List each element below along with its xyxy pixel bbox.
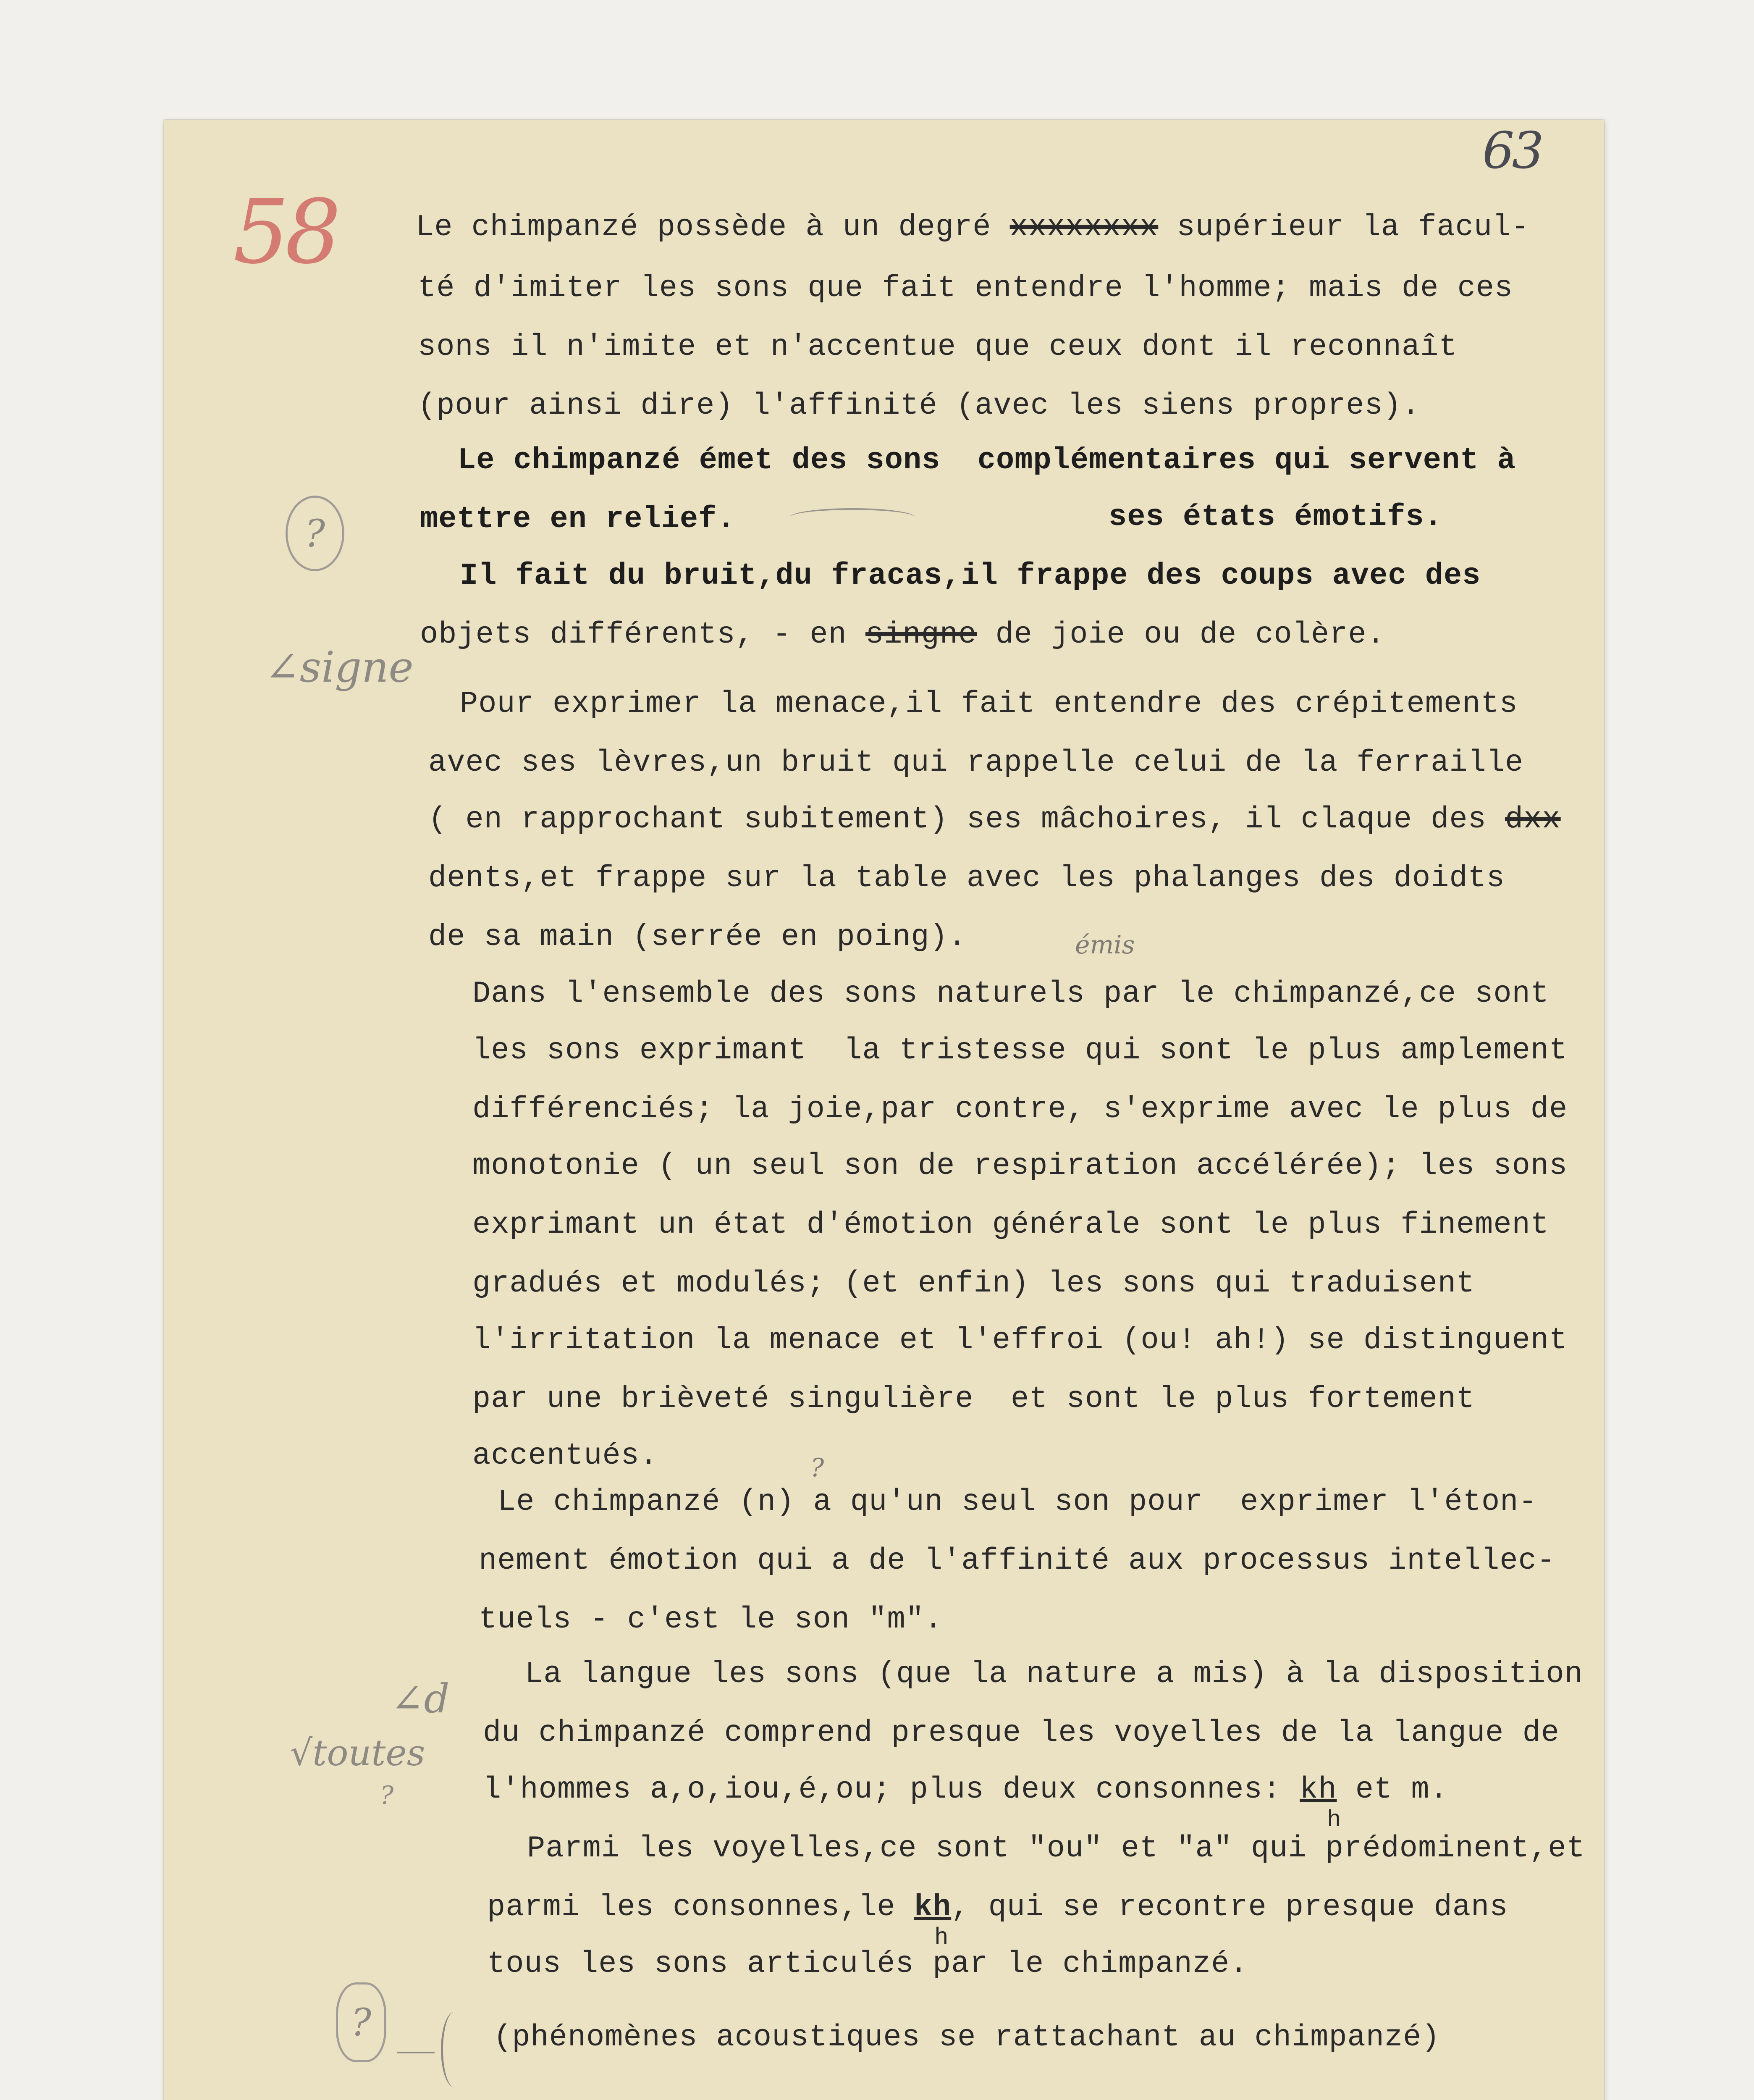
- fraction-numerator: kh: [1300, 1772, 1337, 1807]
- text-line: l'hommes a,o,iou,é,ou; plus deux consonnes: kh et m.: [483, 1772, 1448, 1807]
- text-line: différenciés; la joie,par contre, s'exprime avec le plus de: [472, 1092, 1568, 1126]
- pencil-question-mark: ?: [810, 1453, 824, 1483]
- text-line: Dans l'ensemble des sons naturels par le chimpanzé,ce sont: [472, 976, 1549, 1011]
- text-line: avec ses lèvres,un bruit qui rappelle celui de la ferraille: [428, 746, 1524, 780]
- struck-word: dxx: [1505, 802, 1561, 837]
- pencil-annotation-emis: émis: [1075, 930, 1135, 960]
- text-line: tuels - c'est le son "m".: [479, 1602, 943, 1637]
- text-line: La langue les sons (que la nature a mis) à la disposition: [525, 1657, 1583, 1691]
- ld-margin-note: ∠d: [391, 1676, 450, 1722]
- text-line: objets différents, - en singne de joie ou de colère.: [420, 617, 1385, 652]
- text-line: l'irritation la menace et l'effroi (ou! ah!) se distinguent: [472, 1323, 1568, 1357]
- text-line: parmi les consonnes,le kh, qui se recontre presque dans: [487, 1890, 1508, 1924]
- text-line: dents,et frappe sur la table avec les phalanges des doidts: [428, 861, 1505, 895]
- folio-number: 63: [1482, 122, 1542, 180]
- signe-margin-note: ∠signe: [265, 643, 414, 692]
- text-line: Il fait du bruit,du fracas,il frappe des coups avec des: [460, 559, 1481, 593]
- text-line: les sons exprimant la tristesse qui sont le plus amplement: [472, 1033, 1568, 1068]
- red-margin-number: 58: [233, 181, 337, 284]
- circled-question-mark-2: ?: [336, 1982, 386, 2062]
- text-line: monotonie ( un seul son de respiration accélérée); les sons: [472, 1149, 1568, 1183]
- text-line: mettre en relief.: [420, 502, 736, 536]
- text-line: Pour exprimer la menace,il fait entendre des crépitements: [460, 687, 1518, 721]
- text-line: tous les sons articulés par le chimpanzé.: [487, 1947, 1248, 1981]
- fraction-denominator: h: [1327, 1806, 1342, 1833]
- circled-question-mark: ?: [286, 496, 344, 571]
- text-line: par une brièveté singulière et sont le plus fortement: [472, 1382, 1475, 1416]
- struck-word: xxxxxxxx: [1009, 210, 1159, 244]
- pencil-wave-mark: [789, 508, 915, 527]
- fraction-numerator: kh: [914, 1890, 952, 1924]
- text-line: ses états émotifs.: [1109, 500, 1443, 534]
- text-line: Le chimpanzé émet des sons complémentaires qui servent à: [458, 443, 1516, 478]
- text-line: du chimpanzé comprend presque les voyelles de la langue de: [483, 1716, 1560, 1750]
- toutes-margin-note: √toutes: [290, 1732, 425, 1774]
- text-line: Le chimpanzé (n) a qu'un seul son pour exprimer l'éton-: [498, 1485, 1537, 1519]
- text-line: (pour ainsi dire) l'affinité (avec les siens propres).: [418, 388, 1421, 423]
- text-line: exprimant un état d'émotion générale sont le plus finement: [472, 1208, 1549, 1242]
- text-line: accentués.: [472, 1438, 658, 1473]
- margin-dash: [397, 2052, 435, 2053]
- text-line: ( en rapprochant subitement) ses mâchoires, il claque des dxx: [428, 802, 1561, 837]
- margin-bracket: [441, 2012, 468, 2087]
- text-line: de sa main (serrée en poing).: [428, 920, 967, 954]
- text-line: gradués et modulés; (et enfin) les sons qui traduisent: [472, 1266, 1475, 1301]
- text-line: nement émotion qui a de l'affinité aux processus intellec-: [479, 1544, 1556, 1578]
- text-line: Le chimpanzé possède à un degré xxxxxxxx supérieur la facul-: [416, 210, 1530, 244]
- text-line: té d'imiter les sons que fait entendre l'homme; mais de ces: [418, 271, 1513, 305]
- struck-word: singne: [865, 617, 977, 652]
- text-line: Parmi les voyelles,ce sont "ou" et "a" qui prédominent,et: [527, 1831, 1585, 1866]
- text-line: sons il n'imite et n'accentue que ceux dont il reconnaît: [418, 330, 1458, 364]
- text-line: (phénomènes acoustiques se rattachant au chimpanzé): [493, 2020, 1440, 2055]
- small-question-mark: ?: [380, 1781, 394, 1810]
- fraction-denominator: h: [934, 1924, 949, 1951]
